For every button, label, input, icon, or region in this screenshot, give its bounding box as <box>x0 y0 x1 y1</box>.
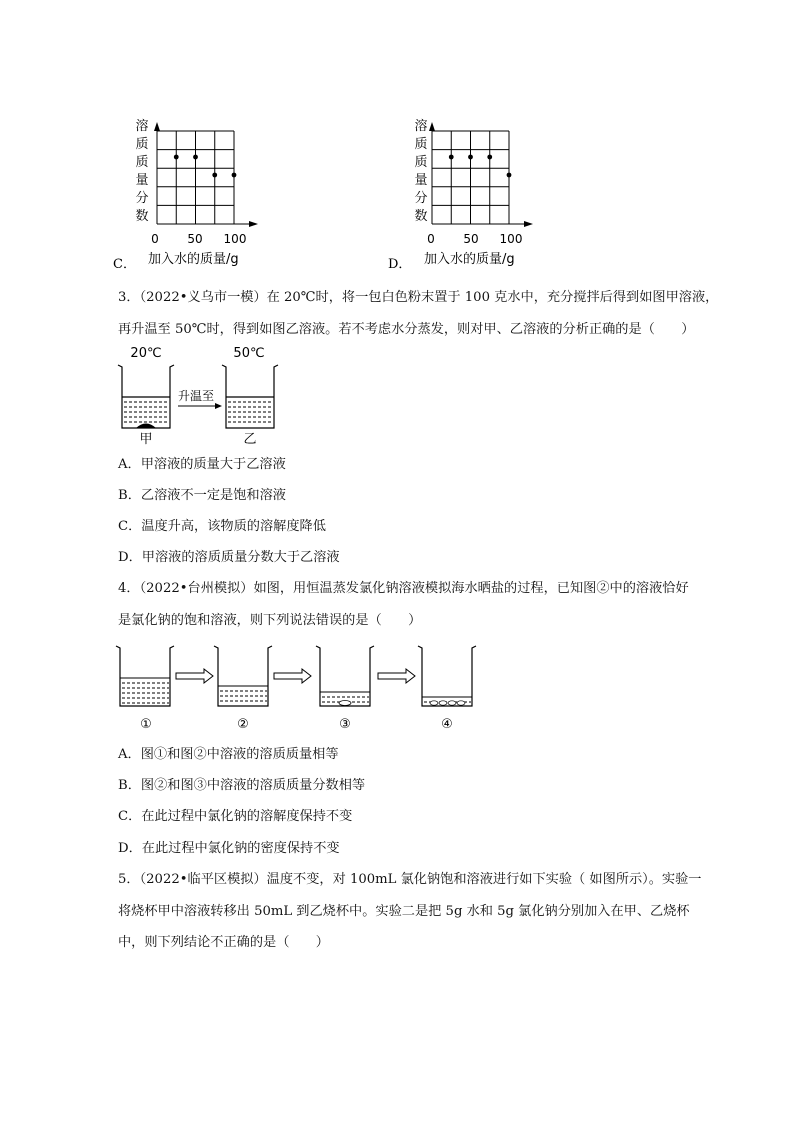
temp-label-right: 50℃ <box>233 346 265 361</box>
y-label-char: 溶 <box>135 119 149 134</box>
q4-option-c: C．在此过程中氯化钠的溶解度保持不变 <box>118 809 353 824</box>
graph-option-d <box>385 110 555 275</box>
arrow-right-icon <box>274 669 311 683</box>
y-label-char: 分 <box>414 191 428 206</box>
graph-grid <box>157 131 252 224</box>
q4-option-b: B．图②和图③中溶液的溶质质量分数相等 <box>118 778 366 793</box>
x-tick-label: 100 <box>223 232 247 246</box>
beaker-label: ② <box>237 717 249 732</box>
option-label: C． <box>113 257 136 272</box>
q4-figure <box>112 640 492 735</box>
temp-label-left: 20℃ <box>130 346 162 361</box>
beaker-2 <box>214 646 272 706</box>
beaker-1 <box>116 646 174 706</box>
y-label-char: 量 <box>135 173 149 188</box>
q3-stem-line-1: 3．（2022•义乌市一模）在 20℃时，将一包白色粉末置于 100 克水中，充分搅拌后得到如图甲溶液， <box>118 290 719 305</box>
data-point <box>507 173 512 178</box>
undissolved-powder <box>136 424 156 429</box>
option-label: D． <box>388 257 412 272</box>
data-point <box>468 155 473 160</box>
beaker-4 <box>418 646 476 706</box>
beaker-left <box>118 365 174 428</box>
beaker-label: ④ <box>441 717 453 732</box>
y-axis-label <box>135 118 148 224</box>
y-label-char: 分 <box>135 191 149 206</box>
arrow-right-icon <box>176 669 213 683</box>
x-tick-label: 0 <box>427 232 435 246</box>
x-axis-arrow-icon <box>249 221 258 227</box>
y-label-char: 质 <box>135 155 149 170</box>
y-label-char: 质 <box>414 137 428 152</box>
q5-stem-line-3: 中，则下列结论不正确的是（ ） <box>118 935 329 950</box>
graph-grid <box>432 131 527 224</box>
q3-option-a: A．甲溶液的质量大于乙溶液 <box>118 457 286 472</box>
q4-stem-line-2: 是氯化钠的饱和溶液，则下列说法错误的是（ ） <box>118 613 422 628</box>
y-label-char: 数 <box>135 209 149 224</box>
data-point <box>449 155 454 160</box>
arrow-right-icon <box>378 669 415 683</box>
x-axis-label: 加入水的质量/g <box>148 252 239 267</box>
salt-crystals <box>430 701 465 705</box>
q3-figure <box>112 340 312 450</box>
x-tick-label: 50 <box>463 232 479 246</box>
x-tick-label: 50 <box>187 232 203 246</box>
beaker-label: ③ <box>339 717 351 732</box>
data-point <box>232 173 237 178</box>
beaker-3 <box>316 646 374 706</box>
y-label-char: 质 <box>135 137 149 152</box>
y-axis-label <box>414 118 427 224</box>
x-tick-label: 100 <box>499 232 523 246</box>
q4-stem-line-1: 4．（2022•台州模拟）如图，用恒温蒸发氯化钠溶液模拟海水晒盐的过程，已知图②中的溶液恰好 <box>118 581 689 596</box>
x-axis-arrow-icon <box>524 221 533 227</box>
y-label-char: 溶 <box>414 119 428 134</box>
data-point <box>212 173 217 178</box>
y-label-char: 量 <box>414 173 428 188</box>
salt-crystals <box>339 701 351 706</box>
y-axis-arrow-icon <box>154 122 160 131</box>
q4-option-a: A．图①和图②中溶液的溶质质量相等 <box>118 747 339 762</box>
q5-stem-line-2: 将烧杯甲中溶液转移出 50mL 到乙烧杯中。实验二是把 5g 水和 5g 氯化钠分别加入在甲、乙烧杯 <box>118 904 690 919</box>
y-axis-arrow-icon <box>429 122 435 131</box>
data-point <box>174 155 179 160</box>
q4-option-d: D．在此过程中氯化钠的密度保持不变 <box>118 841 340 856</box>
data-point <box>193 155 198 160</box>
beaker-label-right: 乙 <box>243 432 257 447</box>
y-label-char: 数 <box>414 209 428 224</box>
x-tick-label: 0 <box>151 232 159 246</box>
data-point <box>487 155 492 160</box>
arrow-right-icon <box>215 403 222 409</box>
y-label-char: 质 <box>414 155 428 170</box>
beaker-right <box>222 365 278 428</box>
x-axis-label: 加入水的质量/g <box>424 252 515 267</box>
beaker-label: ① <box>140 717 152 732</box>
q3-option-b: B．乙溶液不一定是饱和溶液 <box>118 488 286 503</box>
arrow-label: 升温至 <box>177 389 215 403</box>
q3-stem-line-2: 再升温至 50℃时，得到如图乙溶液。若不考虑水分蒸发，则对甲、乙溶液的分析正确的是（ ） <box>118 322 695 337</box>
q5-stem-line-1: 5．（2022•临平区模拟）温度不变，对 100mL 氯化钠饱和溶液进行如下实验（ 如图所示）。实验一 <box>118 872 702 887</box>
q3-option-d: D．甲溶液的溶质质量分数大于乙溶液 <box>118 550 340 565</box>
q3-option-c: C．温度升高，该物质的溶解度降低 <box>118 519 326 534</box>
beaker-label-left: 甲 <box>139 432 153 447</box>
graph-option-c <box>110 110 280 275</box>
